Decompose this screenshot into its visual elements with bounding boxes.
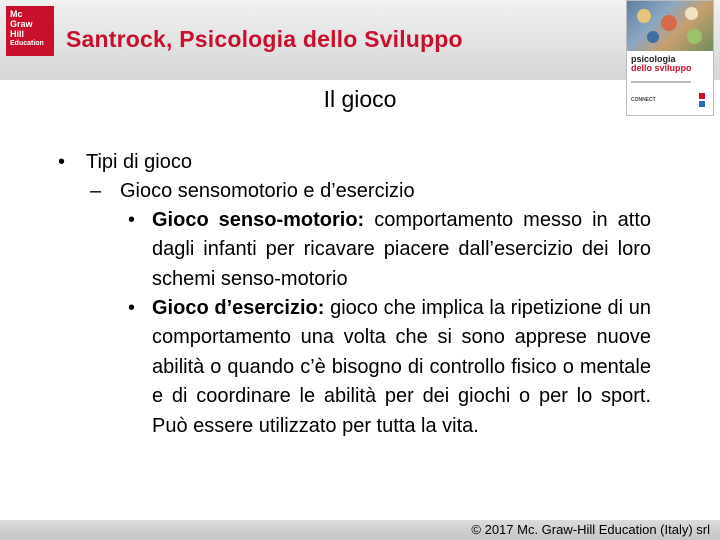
dash-icon: – xyxy=(90,180,102,202)
cover-marks xyxy=(699,93,709,109)
cover-title xyxy=(631,55,692,73)
definition-paragraph xyxy=(152,206,651,294)
book-title: Santrock, Psicologia dello Sviluppo xyxy=(66,26,463,52)
copyright-text: © 2017 Mc. Graw-Hill Education (Italy) srl xyxy=(471,522,710,537)
book-cover-image xyxy=(626,0,714,116)
cover-publisher: CONNECT xyxy=(631,97,656,103)
footer-band xyxy=(0,520,720,540)
definition-paragraph xyxy=(152,294,651,441)
definition-text: gioco che implica la ripetizione di un comportamento una volta che si sono apprese nuove abilità o quando c’è bisogno di controllo fisico o mentale e di coordinare le abilità per dei giochi o per lo sport. Può essere utilizzato per tutta la vita. xyxy=(152,297,651,437)
definition-text: comportamento messo in atto dagli infanti per ricavare piacere dall’esercizio dei loro schemi senso-motorio xyxy=(152,209,651,290)
bullet-icon: • xyxy=(58,151,66,173)
definition-term: Gioco senso-motorio: xyxy=(152,209,365,231)
logo-line: Graw xyxy=(10,19,33,29)
bullet-text: Gioco sensomotorio e d’esercizio xyxy=(120,180,415,202)
logo-line: Education xyxy=(10,40,44,47)
bullet-icon: • xyxy=(128,297,136,319)
cover-title-line: dello sviluppo xyxy=(631,63,692,73)
mcgraw-hill-logo xyxy=(6,6,54,56)
bullet-icon: • xyxy=(128,209,136,231)
cover-photo xyxy=(627,1,714,51)
cover-title-line: psicologia xyxy=(631,54,676,64)
slide-title: Il gioco xyxy=(323,86,397,112)
logo-line: Mc xyxy=(10,9,23,19)
definition-term: Gioco d’esercizio: xyxy=(152,297,325,319)
logo-line: Hill xyxy=(10,29,25,39)
cover-divider xyxy=(631,81,691,83)
bullet-text: Tipi di gioco xyxy=(86,151,192,173)
